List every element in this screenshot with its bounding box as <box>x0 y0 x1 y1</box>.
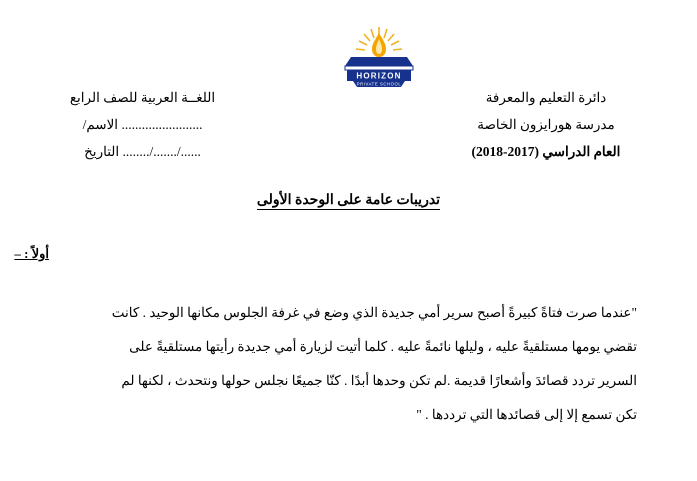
academic-year: العام الدراسي (2017-2018) <box>471 144 621 159</box>
student-name-field <box>30 111 255 138</box>
subject-and-grade: اللغــة العربية للصف الرابع <box>69 90 216 105</box>
passage-body <box>60 296 637 432</box>
dots-fill: ........................ <box>121 117 203 132</box>
reading-passage <box>60 296 637 432</box>
authority-name: دائرة التعليم والمعرفة <box>485 90 607 105</box>
page-title-text: تدريبات عامة على الوحدة الأولى <box>256 193 441 208</box>
student-name-label: الاسم/ <box>82 117 119 132</box>
svg-text:PRIVATE SCHOOL: PRIVATE SCHOOL <box>356 81 402 87</box>
date-field <box>30 138 255 165</box>
passage-line: "عندما صرت فتاةً كبيرةً أصبح سرير أمي جديدة الذي وضع في غرفة الجلوس مكانها الوحيد . كانت <box>111 305 637 320</box>
passage-line: تكن تسمع إلا إلى قصائدها التي ترددها . " <box>416 407 637 422</box>
passage-line: السرير تردد قصائدَ وأشعارًا قديمة .لم تكن وحدها أبدًا . كنّا جميعًا نجلس حولها ونتحدث ، لكنها لم <box>121 373 637 388</box>
dots-fill: ....../......./........ <box>122 144 201 159</box>
page-title <box>0 192 697 209</box>
svg-text:HORIZON: HORIZON <box>356 71 402 81</box>
passage-line: تقضي يومها مستلقيةً عليه ، وليلها نائمةً عليه . كلما أتيت لزيارة أمي جديدة رأيتها مستلقيةً على <box>129 339 637 354</box>
horizon-private-school-logo <box>331 26 427 88</box>
school-crest-icon <box>331 26 427 88</box>
school-name: مدرسة هورايزون الخاصة <box>477 117 615 132</box>
header-left-column <box>30 84 255 165</box>
section-label-first <box>14 246 49 262</box>
document-header <box>0 81 697 174</box>
section-label-text: أولاً : – <box>14 246 49 261</box>
date-label: التاريخ <box>84 144 120 159</box>
header-right-column <box>431 84 661 165</box>
